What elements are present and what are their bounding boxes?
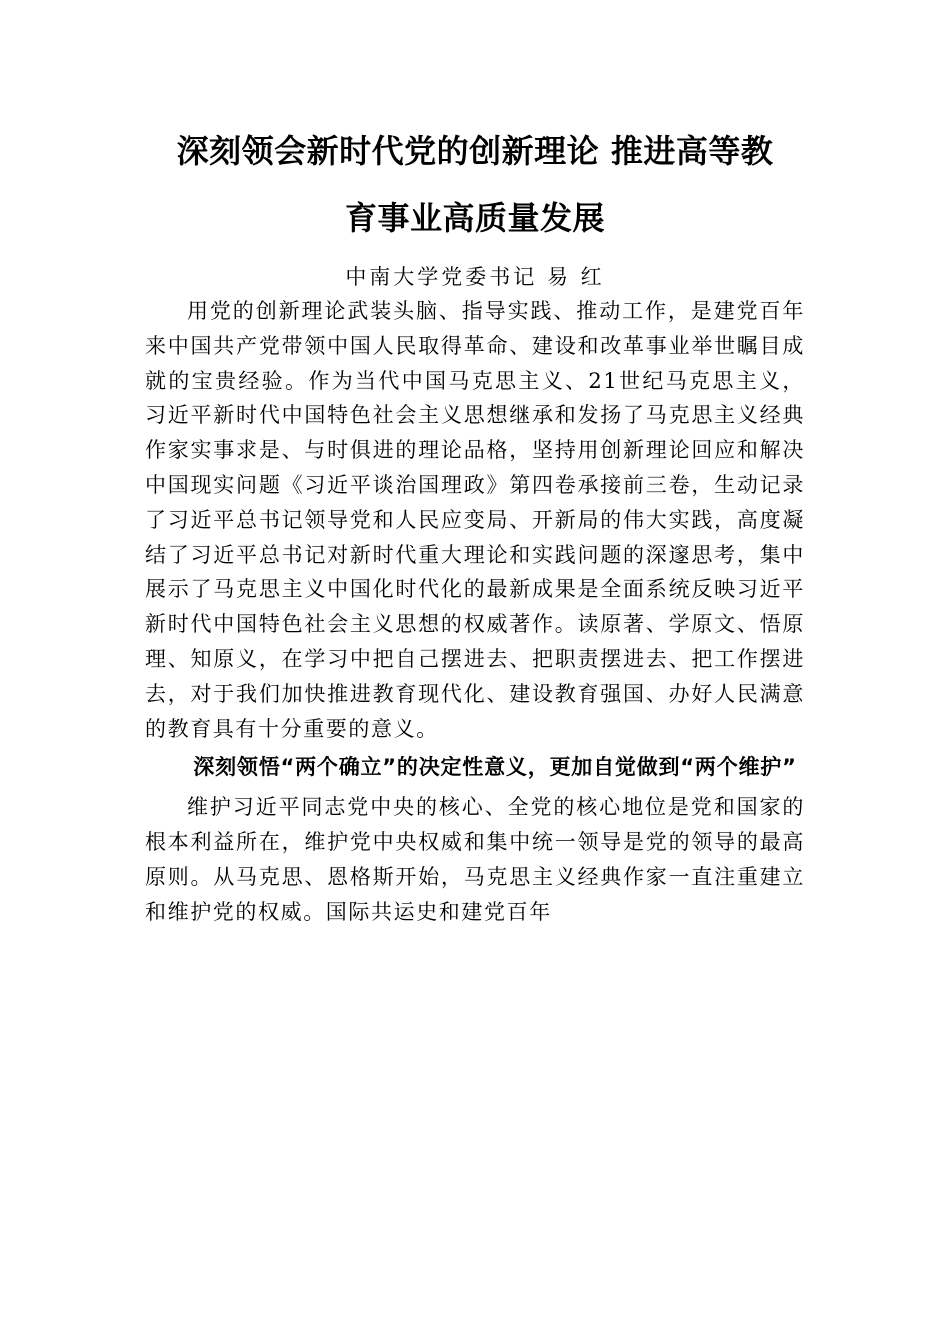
author-line: 中南大学党委书记 易 红	[345, 265, 605, 289]
title-line-2: 育事业高质量发展	[344, 199, 605, 237]
document-title	[145, 118, 805, 252]
section-heading: 深刻领悟“两个确立”的决定性意义，更加自觉做到“两个维护”	[193, 755, 797, 780]
document-page	[145, 118, 805, 930]
body-paragraph-1: 用党的创新理论武装头脑、指导实践、推动工作，是建党百年来中国共产党带领中国人民取得革命、建设和改革事业举世瞩目成就的宝贵经验。作为当代中国马克思主义、21世纪马克思主义，习近平新时代中国特色社会主义思想继承和发扬了马克思主义经典作家实事求是、与时俱进的理论品格，坚持用创新理论回应和解决中国现实问题《习近平谈治国理政》第四卷承接前三卷，生动记录了习近平总书记领导党和人民应变局、开新局的伟大实践，高度凝结了习近平总书记对新时代重大理论和实践问题的深邃思考，集中展示了马克思主义中国化时代化的最新成果是全面系统反映习近平新时代中国特色社会主义思想的权威著作。读原著、学原文、悟原理、知原义，在学习中把自己摆进去、把职责摆进去、把工作摆进去，对于我们加快推进教育现代化、建设教育强国、办好人民满意的教育具有十分重要的意义。	[145, 299, 805, 741]
body-paragraph-2: 维护习近平同志党中央的核心、全党的核心地位是党和国家的根本利益所在，维护党中央权威和集中统一领导是党的领导的最高原则。从马克思、恩格斯开始，马克思主义经典作家一直注重建立和维护党的权威。国际共运史和建党百年	[145, 795, 805, 924]
title-line-1: 深刻领会新时代党的创新理论 推进高等教	[176, 132, 774, 170]
